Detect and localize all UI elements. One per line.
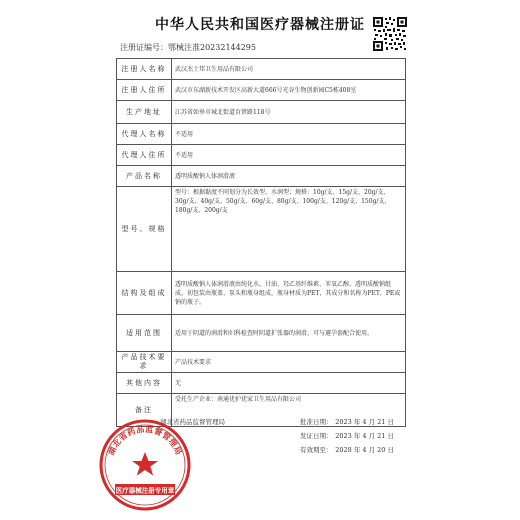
registration-number (120, 42, 256, 53)
label-registrant-address: 注册人住所 (117, 80, 172, 101)
meta-valid-row (160, 444, 406, 456)
value-tech: 产品技术要求 (172, 352, 406, 373)
value-structure: 透明质酸钠人体润滑液由纯化水、甘油、羟乙基纤维素、苯氧乙醇、透明质酸钠组成。初包装由瓶盖、泵头和瓶身组成，瓶身材质为PET，其成分和名称为PET，PE或钠的瓶子。 (172, 272, 406, 315)
reg-no-value: 鄂械注准20232144295 (168, 43, 256, 52)
label-note: 其他内容 (117, 373, 172, 394)
label-product-name: 产品名称 (117, 166, 172, 187)
value-registrant-address: 武汉市东湖新技术开发区高新大道666号光谷生物创新园C5栋408室 (172, 80, 406, 101)
row-product-name (117, 166, 406, 187)
row-model (117, 187, 406, 272)
row-agent-name (117, 124, 406, 145)
page-title: 中华人民共和国医疗器械注册证 (155, 17, 365, 33)
valid-date: 2028 年 4 月 20 日 (335, 446, 394, 454)
value-product-name: 透明质酸钠人体润滑液 (172, 166, 406, 187)
meta-issue-row (160, 430, 406, 442)
row-structure (117, 272, 406, 315)
row-note (117, 373, 406, 394)
row-registrant-name (117, 59, 406, 80)
row-agent-address (117, 145, 406, 166)
row-scope (117, 315, 406, 352)
issue-date-label: 发证日期： (300, 432, 333, 440)
row-registrant-address (117, 80, 406, 101)
value-production-address: 江苏省如皋市城北街道育贤路118号 (172, 101, 406, 124)
label-remarks: 备注 (117, 394, 172, 427)
approve-date-label: 批准日期： (300, 418, 333, 426)
qr-code-icon[interactable] (372, 16, 408, 52)
label-production-address: 生产地址 (117, 101, 172, 124)
value-model: 型号：根据黏度不同划分为长效型、水润型；规格：10g/支、15g/支、20g/支、30g/支、40g/支、50g/支、60g/支、80g/支、100g/支、120g/支、150g/支、180g/支、200g/支 (172, 187, 406, 272)
remarks-text: 受托生产企业：南通优护优家卫生用品有限公司 (175, 396, 302, 403)
stamp-top-text: 湖北省药品监督管理局 (106, 424, 184, 457)
approval-block (160, 414, 406, 456)
official-stamp-icon (98, 418, 192, 512)
approve-date: 2023 年 4 月 21 日 (335, 418, 394, 426)
label-model: 型号、规格 (117, 187, 172, 272)
label-agent-name: 代理人名称 (117, 124, 172, 145)
value-note: 无 (172, 373, 406, 394)
row-tech (117, 352, 406, 373)
approver: 湖北省药品监督管理局 (160, 418, 225, 426)
meta-approve-row (160, 416, 406, 428)
value-scope: 适用于阴道的润滑和妇科检查时阴道扩张器的润滑，可与避孕套配合使用。 (172, 315, 406, 352)
label-tech: 产品技术要求 (117, 352, 172, 373)
label-agent-address: 代理人住所 (117, 145, 172, 166)
label-registrant-name: 注册人名称 (117, 59, 172, 80)
value-agent-address: 不适用 (172, 145, 406, 166)
valid-date-label: 有效期至： (300, 446, 333, 454)
stamp-bottom-text: 医疗器械注册专用章 (115, 486, 175, 495)
issue-date: 2023 年 4 月 21 日 (335, 432, 394, 440)
label-structure: 结构及组成 (117, 272, 172, 315)
reg-no-label: 注册证编号： (120, 43, 168, 52)
certificate-table (116, 58, 406, 427)
label-scope: 适用范围 (117, 315, 172, 352)
row-production-address (117, 101, 406, 124)
value-agent-name: 不适用 (172, 124, 406, 145)
value-registrant-name: 武汉杰士邦卫生用品有限公司 (172, 59, 406, 80)
